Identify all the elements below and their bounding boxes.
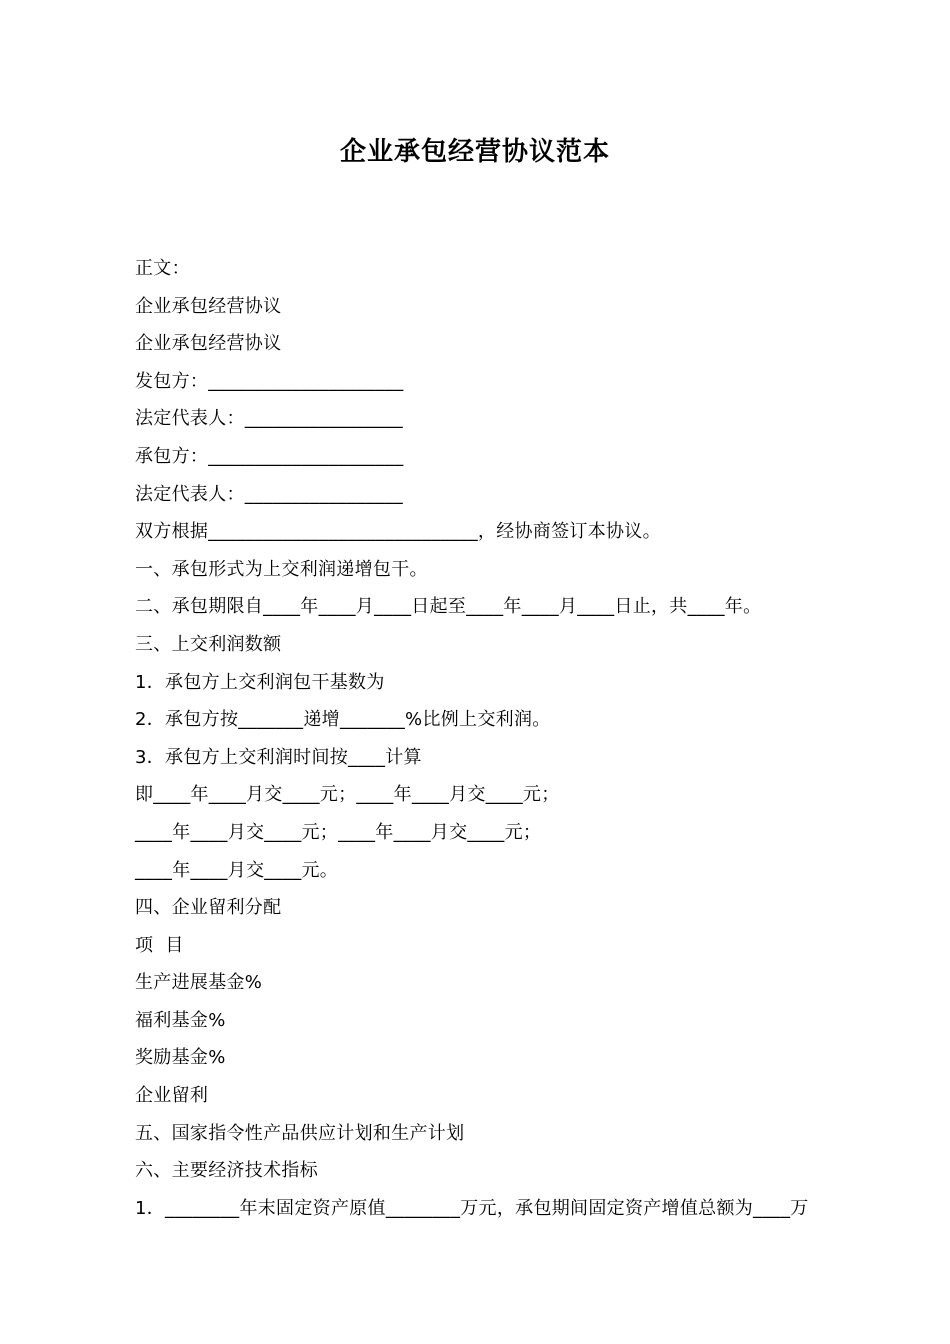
body-line: 奖励基金% [135, 1047, 226, 1069]
document-body [135, 250, 855, 1227]
body-line: 项 目 [135, 934, 184, 956]
body-line: 三、上交利润数额 [135, 633, 282, 655]
body-line: ____年____月交____元。 [135, 859, 339, 881]
body-line: 企业承包经营协议 [135, 295, 282, 317]
body-line: 发包方：_____________________ [135, 370, 404, 392]
body-line: 承包方：_____________________ [135, 445, 404, 467]
body-line: 正文： [135, 258, 190, 279]
body-line: 二、承包期限自____年____月____日起至____年____月____日止，共____年。 [135, 596, 762, 618]
body-line: 1．承包方上交利润包干基数为 [135, 671, 385, 693]
document-title: 企业承包经营协议范本 [339, 137, 610, 167]
body-line: 福利基金% [135, 1009, 226, 1031]
body-line: 2．承包方按_______递增_______%比例上交利润。 [135, 709, 551, 731]
body-line: 企业承包经营协议 [135, 333, 282, 355]
body-line: 3．承包方上交利润时间按____计算 [135, 746, 422, 768]
body-line: 1．________年末固定资产原值________万元，承包期间固定资产增值总额为____万 [135, 1197, 809, 1219]
body-line: 五、国家指令性产品供应计划和生产计划 [135, 1122, 465, 1144]
body-line: 法定代表人：_________________ [135, 483, 403, 505]
body-line: 生产进展基金% [135, 972, 263, 994]
body-line: 双方根据_____________________________，经协商签订本协议。 [135, 521, 661, 543]
body-line: ____年____月交____元；____年____月交____元； [135, 821, 542, 843]
body-line: 一、承包形式为上交利润递增包干。 [135, 558, 428, 580]
body-line: 即____年____月交____元；____年____月交____元； [135, 784, 560, 806]
body-line: 企业留利 [135, 1085, 209, 1107]
body-line: 六、主要经济技术指标 [135, 1160, 318, 1182]
body-line: 四、企业留利分配 [135, 897, 282, 919]
body-line: 法定代表人：_________________ [135, 408, 403, 430]
